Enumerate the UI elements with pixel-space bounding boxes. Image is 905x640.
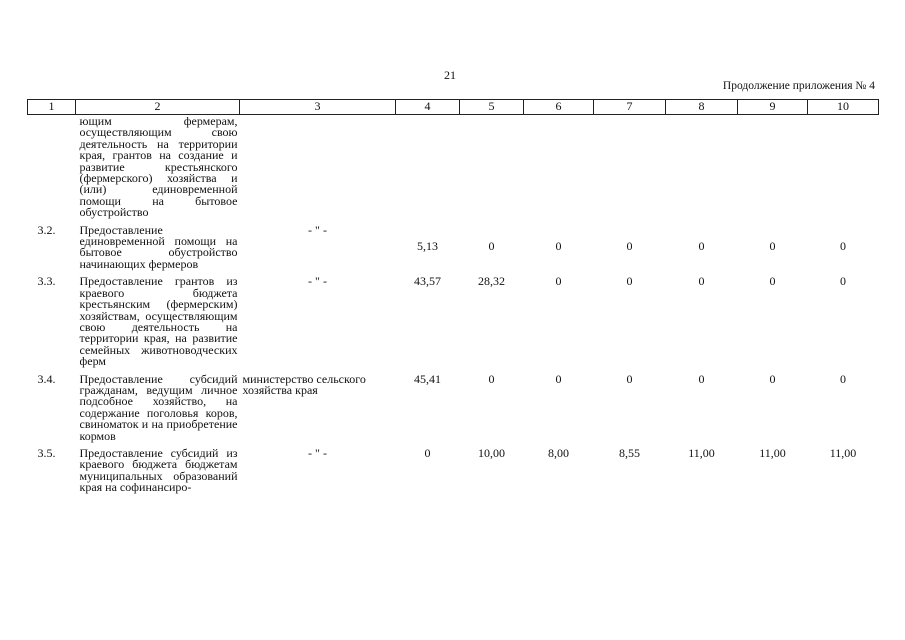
row-executor: - " - — [308, 274, 327, 289]
row-value-col9: 0 — [769, 238, 776, 253]
col-header-4: 4 — [396, 100, 460, 115]
row-description: ющим фермерам, осуществляющим свою деятельность на территории края, грантов на создание и развитие крестьянского (фермерского) хозяйства и (или) единовременной помощи на бытовое обустройство — [79, 114, 238, 220]
row-executor: министерство сельского хозяйства края — [242, 371, 366, 397]
row-number: 3.2. — [37, 222, 56, 237]
row-value-col5 — [460, 115, 524, 225]
row-description: Предоставление единовременной помощи на бытовое обустройство начинающих фермеров — [79, 222, 238, 271]
row-value-col4: 45,41 — [414, 371, 441, 386]
row-description: Предоставление субсидий из краевого бюджета бюджетам муниципальных образований края на софинансиро- — [79, 445, 238, 495]
row-number — [28, 115, 76, 225]
table-row-3-2 — [28, 225, 879, 277]
col-header-3: 3 — [240, 100, 396, 115]
row-value-col5: 28,32 — [478, 274, 505, 289]
row-value-col6: 0 — [555, 238, 562, 253]
row-value-col8: 0 — [698, 274, 705, 289]
row-number: 3.5. — [37, 445, 56, 460]
row-value-col6 — [524, 115, 594, 225]
table-row-continuation — [28, 115, 879, 225]
row-value-col10: 0 — [840, 371, 846, 386]
row-value-col9 — [738, 115, 808, 225]
row-value-col8: 0 — [698, 238, 705, 253]
col-header-2: 2 — [76, 100, 240, 115]
row-value-col7: 0 — [626, 238, 633, 253]
table-row-3-3 — [28, 276, 879, 373]
row-value-col10: 0 — [840, 238, 846, 253]
row-value-col6: 8,00 — [548, 445, 569, 460]
page-number: 21 — [444, 68, 456, 82]
row-value-col9: 0 — [769, 274, 776, 289]
col-header-1: 1 — [28, 100, 76, 115]
column-number-row — [28, 100, 879, 115]
row-value-col6: 0 — [555, 274, 562, 289]
row-executor — [240, 115, 396, 225]
row-value-col8: 0 — [698, 371, 705, 386]
row-value-col8: 11,00 — [688, 445, 715, 460]
row-value-col5: 10,00 — [478, 445, 505, 460]
row-value-col7: 0 — [626, 274, 633, 289]
row-executor: - " - — [308, 445, 327, 460]
row-value-col8 — [666, 115, 738, 225]
row-value-col7 — [594, 115, 666, 225]
row-value-col4: 0 — [424, 445, 431, 460]
appendix-continuation-note: Продолжение приложения № 4 — [722, 80, 875, 92]
row-value-col10: 11,00 — [829, 445, 857, 460]
row-value-col7: 0 — [626, 371, 633, 386]
row-value-col5: 0 — [488, 238, 495, 253]
row-value-col7: 8,55 — [619, 445, 640, 460]
row-description: Предоставление грантов из краевого бюджета крестьянским (фермерским) хозяйствам, осуществляющим свою деятельность на территории края, на развитие семейных животноводческих ферм — [79, 274, 238, 369]
row-description: Предоставление субсидий гражданам, ведущим личное подсобное хозяйство, на содержание поголовья коров, свиноматок и на приобретение кормов — [79, 371, 238, 443]
program-table — [27, 99, 879, 494]
row-value-col10: 0 — [840, 274, 846, 289]
row-value-col4 — [396, 115, 460, 225]
col-header-5: 5 — [460, 100, 524, 115]
table-row-3-4 — [28, 374, 879, 448]
row-value-col6: 0 — [555, 371, 562, 386]
col-header-10: 10 — [808, 100, 879, 115]
row-executor: - " - — [308, 222, 327, 237]
row-value-col9: 11,00 — [759, 445, 786, 460]
row-number: 3.4. — [37, 371, 56, 386]
row-number: 3.3. — [37, 274, 56, 289]
row-value-col4: 43,57 — [414, 274, 441, 289]
row-value-col10 — [808, 115, 879, 225]
row-value-col9: 0 — [769, 371, 776, 386]
col-header-7: 7 — [594, 100, 666, 115]
col-header-6: 6 — [524, 100, 594, 115]
table-row-3-5 — [28, 448, 879, 494]
col-header-9: 9 — [738, 100, 808, 115]
row-value-col4: 5,13 — [417, 238, 438, 253]
col-header-8: 8 — [666, 100, 738, 115]
row-value-col5: 0 — [488, 371, 495, 386]
